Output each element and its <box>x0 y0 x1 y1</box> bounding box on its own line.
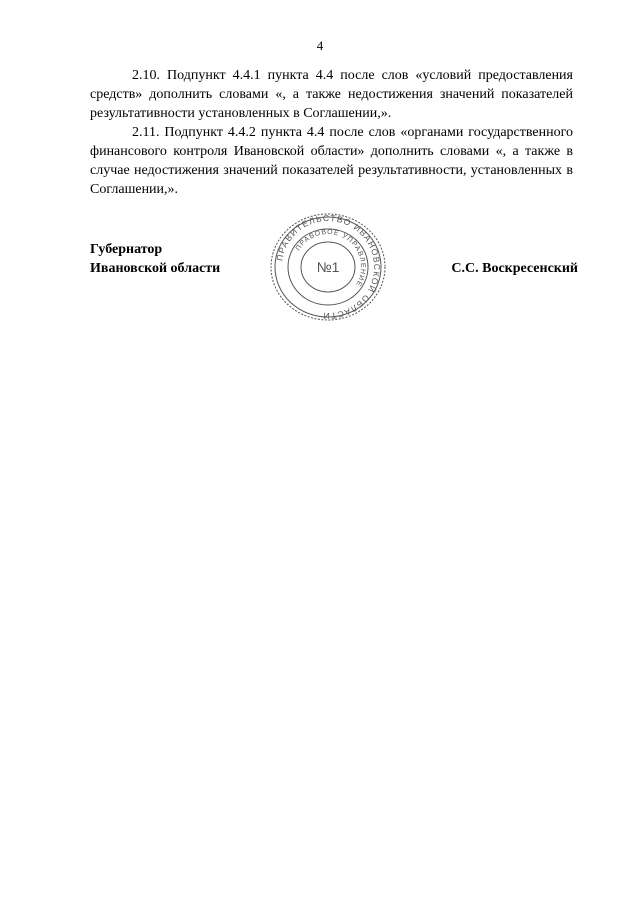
seal-icon <box>268 212 388 322</box>
seal-center-number: №1 <box>316 259 340 275</box>
signatory-position-line2: Ивановской области <box>90 261 221 276</box>
signatory-position <box>90 240 260 278</box>
paragraph-2-11: 2.11. Подпункт 4.4.2 пункта 4.4 после слов «органами государственного финансового контроля Ивановской области» дополнить словами «, а также в случае недостижения значений показателей результативности, установленных в Соглашении,». <box>90 125 573 197</box>
page-number: 4 <box>316 38 324 53</box>
body-text <box>90 66 573 199</box>
paragraph-2-10: 2.10. Подпункт 4.4.1 пункта 4.4 после слов «условий предоставления средств» дополнить словами «, а также недостижения значений показателей результативности установленных в Соглашении,». <box>90 68 573 121</box>
official-seal-stamp <box>268 212 388 322</box>
signatory-name: С.С. Воскресенский <box>451 261 578 276</box>
signatory-position-line1: Губернатор <box>90 242 163 257</box>
seal-inner-text: ПРАВОВОЕ УПРАВЛЕНИЕ <box>294 228 367 288</box>
seal-outer-text: ПРАВИТЕЛЬСТВО ИВАНОВСКОЙ ОБЛАСТИ <box>274 212 383 322</box>
